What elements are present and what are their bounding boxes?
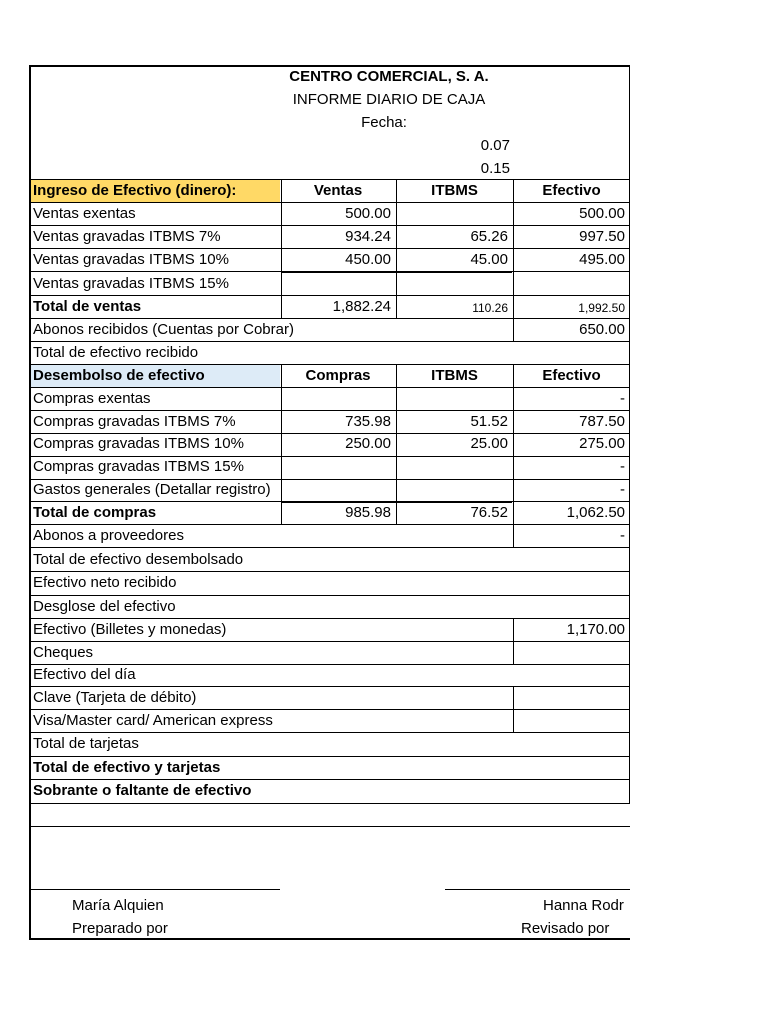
grid-hline xyxy=(29,364,630,365)
income-section-title: Ingreso de Efectivo (dinero): xyxy=(31,180,280,202)
outflow-row-label: Compras gravadas ITBMS 10% xyxy=(33,435,244,452)
outflow-row-label: Gastos generales (Detallar registro) xyxy=(33,481,271,498)
outflow-total-purchases: 985.98 xyxy=(345,504,391,521)
cash-cards-total-label: Total de efectivo y tarjetas xyxy=(33,759,221,776)
grid-hline xyxy=(29,803,630,804)
grid-hline xyxy=(29,479,630,480)
income-row-sales: 450.00 xyxy=(345,251,391,268)
total-received-label: Total de efectivo recibido xyxy=(33,344,199,361)
total-disbursed-label: Total de efectivo desembolsado xyxy=(33,551,244,568)
outflow-row-purchases: 250.00 xyxy=(345,435,391,452)
grid-hline xyxy=(29,524,630,525)
outflow-col-purchases: Compras xyxy=(305,367,371,384)
income-col-itbms: ITBMS xyxy=(431,182,478,199)
grid-hline xyxy=(29,709,630,710)
outflow-row-cash: - xyxy=(620,390,625,407)
breakdown-label: Desglose del efectivo xyxy=(33,598,176,615)
outflow-row-itbms: 51.52 xyxy=(470,413,508,430)
grid-hline xyxy=(29,341,630,342)
income-row-label: Ventas gravadas ITBMS 7% xyxy=(33,228,221,245)
company-name: CENTRO COMERCIAL, S. A. xyxy=(289,68,489,85)
cash-bills-value: 1,170.00 xyxy=(566,621,625,638)
income-total-cash: 1,992.50 xyxy=(578,301,625,315)
grid-hline xyxy=(29,248,630,249)
rate-15: 0.15 xyxy=(480,160,510,177)
income-row-cash: 500.00 xyxy=(579,205,625,222)
outflow-row-purchases: 735.98 xyxy=(345,413,391,430)
grid-hline xyxy=(29,779,630,780)
grid-hline xyxy=(29,686,630,687)
debit-card-label: Clave (Tarjeta de débito) xyxy=(33,689,197,706)
grid-hline xyxy=(29,595,630,596)
income-col-cash: Efectivo xyxy=(542,182,601,199)
grid-vline xyxy=(396,179,397,318)
outflow-row-cash: - xyxy=(620,481,625,498)
net-received-label: Efectivo neto recibido xyxy=(33,574,177,591)
income-row-cash: 997.50 xyxy=(579,228,625,245)
outflow-row-cash: 787.50 xyxy=(579,413,625,430)
grid-hline xyxy=(29,664,630,665)
grid-vline xyxy=(513,686,514,732)
income-total-itbms: 110.26 xyxy=(472,301,508,315)
prepared-signature-line xyxy=(31,889,280,890)
outflow-total-itbms: 76.52 xyxy=(470,504,508,521)
report-title: INFORME DIARIO DE CAJA xyxy=(292,91,486,108)
reviewed-name: Hanna Rodr xyxy=(543,897,624,914)
cash-bills-label: Efectivo (Billetes y monedas) xyxy=(33,621,227,638)
income-row-itbms: 65.26 xyxy=(470,228,508,245)
cash-of-day-label: Efectivo del día xyxy=(33,666,136,683)
outflow-total-label: Total de compras xyxy=(33,504,157,521)
date-label: Fecha: xyxy=(361,114,407,131)
income-row-label: Ventas gravadas ITBMS 15% xyxy=(33,275,229,292)
abonos-label: Abonos recibidos (Cuentas por Cobrar) xyxy=(33,321,294,338)
prepared-name: María Alquien xyxy=(72,897,164,914)
suppliers-value: - xyxy=(620,527,625,544)
grid-hline xyxy=(29,641,630,642)
income-row-label: Ventas gravadas ITBMS 10% xyxy=(33,251,229,268)
income-row-sales: 934.24 xyxy=(345,228,391,245)
outflow-col-itbms: ITBMS xyxy=(431,367,478,384)
grid-hline xyxy=(29,826,630,827)
prepared-label: Preparado por xyxy=(72,920,168,937)
outflow-section-title: Desembolso de efectivo xyxy=(31,365,280,387)
cards-total-label: Total de tarjetas xyxy=(33,735,139,752)
grid-vline xyxy=(513,618,514,664)
grid-vline xyxy=(513,318,514,341)
grid-vline xyxy=(396,364,397,524)
grid-vline xyxy=(513,364,514,524)
income-total-label: Total de ventas xyxy=(33,298,142,315)
outflow-row-cash: 275.00 xyxy=(579,435,625,452)
grid-vline xyxy=(629,65,630,803)
grid-hline xyxy=(29,387,630,388)
income-row-label: Ventas exentas xyxy=(33,205,136,222)
grid-hline xyxy=(29,618,630,619)
grid-hline xyxy=(29,179,630,180)
grid-vline xyxy=(513,179,514,318)
surplus-label: Sobrante o faltante de efectivo xyxy=(33,782,252,799)
grid-hline xyxy=(29,571,630,572)
grid-hline xyxy=(29,456,630,457)
outflow-row-itbms: 25.00 xyxy=(470,435,508,452)
credit-card-label: Visa/Master card/ American express xyxy=(33,712,273,729)
reviewed-label: Revisado por xyxy=(521,920,610,937)
grid-hline xyxy=(29,318,630,319)
grid-hline xyxy=(29,433,630,434)
grid-hline xyxy=(29,547,630,548)
checks-label: Cheques xyxy=(33,644,94,661)
grid-vline xyxy=(281,179,282,318)
income-total-sales: 1,882.24 xyxy=(332,298,391,315)
reviewed-signature-line xyxy=(445,889,630,890)
suppliers-label: Abonos a proveedores xyxy=(33,527,184,544)
grid-hline xyxy=(29,410,630,411)
grid-hline xyxy=(29,732,630,733)
rate-7: 0.07 xyxy=(480,137,510,154)
outflow-row-label: Compras exentas xyxy=(33,390,151,407)
grid-vline xyxy=(281,364,282,524)
grid-hline xyxy=(29,295,630,296)
income-col-sales: Ventas xyxy=(313,182,363,199)
outflow-total-cash: 1,062.50 xyxy=(566,504,625,521)
outflow-row-label: Compras gravadas ITBMS 7% xyxy=(33,413,236,430)
outflow-row-label: Compras gravadas ITBMS 15% xyxy=(33,458,244,475)
grid-hline xyxy=(29,756,630,757)
income-row-sales: 500.00 xyxy=(345,205,391,222)
grid-vline xyxy=(513,524,514,547)
income-row-itbms: 45.00 xyxy=(470,251,508,268)
outflow-row-cash: - xyxy=(620,458,625,475)
grid-hline xyxy=(29,225,630,226)
grid-hline xyxy=(29,202,630,203)
abonos-value: 650.00 xyxy=(579,321,625,338)
income-row-cash: 495.00 xyxy=(579,251,625,268)
outflow-col-cash: Efectivo xyxy=(542,367,601,384)
